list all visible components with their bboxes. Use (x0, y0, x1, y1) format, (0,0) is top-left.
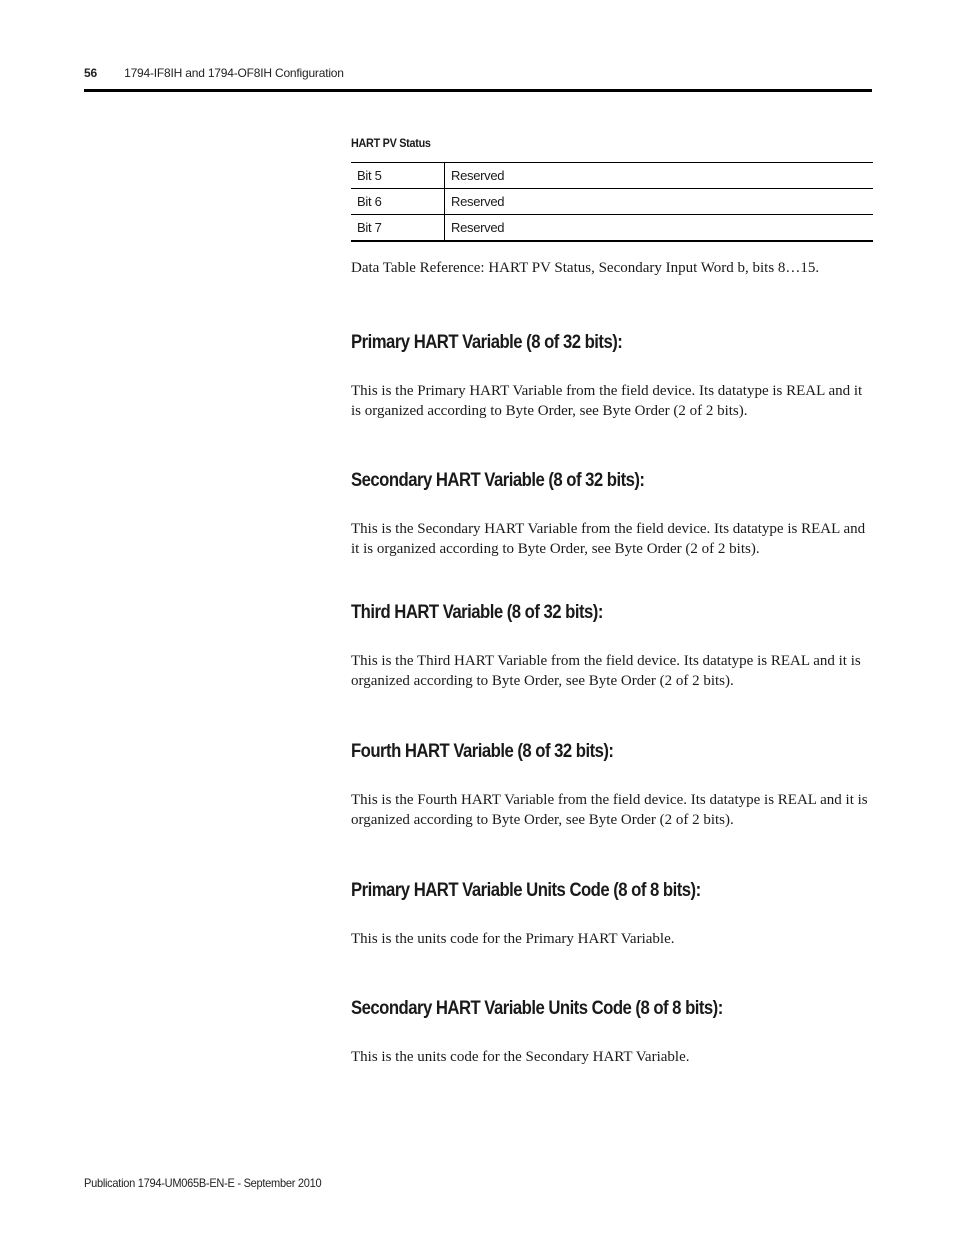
section-body-primary-units: This is the units code for the Primary HART Variable. (351, 930, 675, 947)
section-body-secondary-units: This is the units code for the Secondary HART Variable. (351, 1049, 690, 1065)
section-body-third-variable: This is the Third HART Variable from the field device. Its datatype is REAL and it is organized according to Byte Order, see Byte Order (2 of 2 bits). (351, 652, 861, 689)
bit-cell: Bit 6 (351, 189, 445, 215)
section-heading-secondary-units: Secondary HART Variable Units Code (8 of 8 bits): (351, 998, 723, 1019)
table-row (351, 215, 873, 242)
main-content (351, 136, 873, 1068)
hart-pv-status-table (351, 162, 873, 242)
section-heading-secondary-variable: Secondary HART Variable (8 of 32 bits): (351, 469, 645, 491)
page-footer: Publication 1794-UM065B-EN-E - September 2010 (84, 1176, 322, 1190)
bit-cell: Bit 7 (351, 215, 445, 242)
section-heading-primary-variable: Primary HART Variable (8 of 32 bits): (351, 331, 623, 353)
running-title: 1794-IF8IH and 1794-OF8IH Configuration (124, 66, 344, 80)
value-cell: Reserved (445, 163, 874, 189)
page-number: 56 (84, 66, 97, 80)
section-heading-fourth-variable: Fourth HART Variable (8 of 32 bits): (351, 740, 614, 762)
section-body-primary-variable: This is the Primary HART Variable from the field device. Its datatype is REAL and it is organized according to Byte Order, see Byte Order (2 of 2 bits). (351, 382, 863, 419)
table-row (351, 189, 873, 215)
section-heading-primary-units: Primary HART Variable Units Code (8 of 8 bits): (351, 879, 701, 901)
value-cell: Reserved (451, 220, 505, 235)
value-cell: Reserved (445, 189, 874, 215)
section-body-secondary-variable: This is the Secondary HART Variable from the field device. Its datatype is REAL and it is organized according to Byte Order, see Byte Order (2 of 2 bits). (351, 520, 866, 557)
table-row (351, 163, 873, 189)
table-title: HART PV Status (351, 136, 431, 150)
section-heading-third-variable: Third HART Variable (8 of 32 bits): (351, 601, 603, 623)
section-body-fourth-variable: This is the Fourth HART Variable from the field device. Its datatype is REAL and it is organized according to Byte Order, see Byte Order (2 of 2 bits). (351, 791, 868, 828)
page-header (84, 66, 344, 80)
header-rule (84, 89, 872, 92)
data-table-reference: Data Table Reference: HART PV Status, Secondary Input Word b, bits 8…15. (351, 260, 820, 276)
bit-cell: Bit 5 (351, 163, 445, 189)
